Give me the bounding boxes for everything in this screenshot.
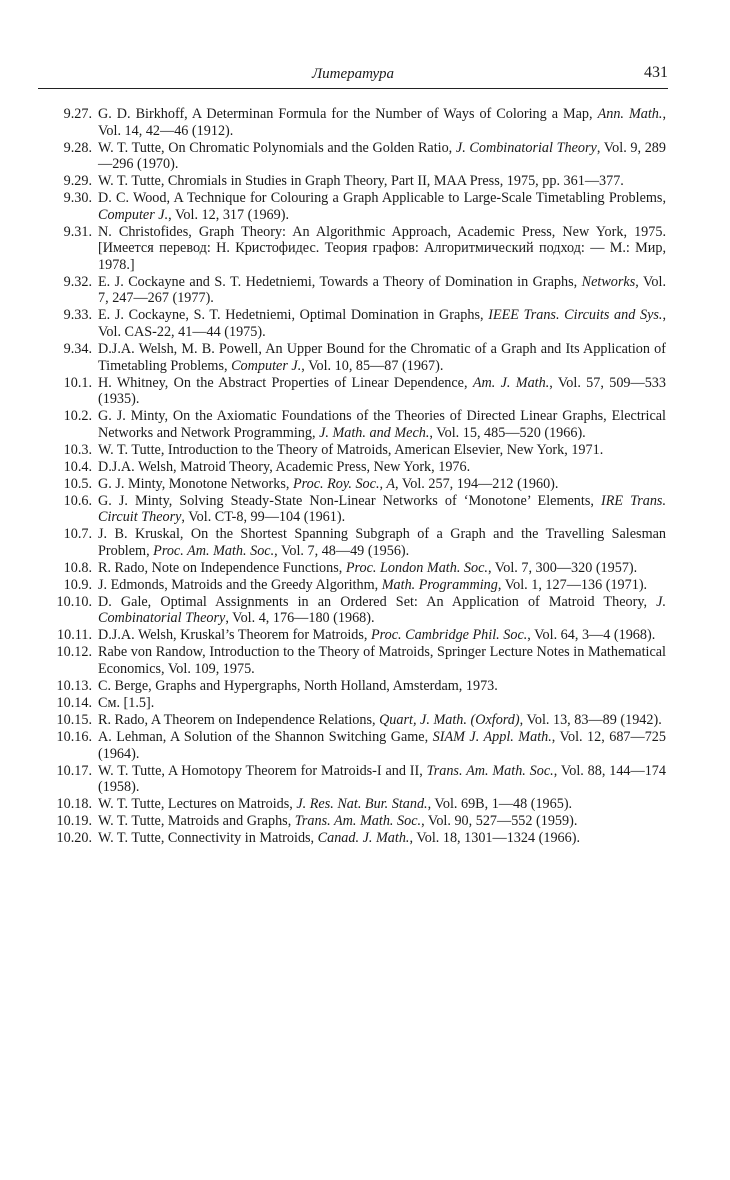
reference-number: 10.4. — [63, 458, 92, 475]
reference-text-segment: , Vol. 69B, 1—48 (1965). — [427, 796, 573, 813]
reference-number: 10.16. — [56, 728, 92, 745]
page-title: Литература — [311, 66, 395, 82]
reference-number: 10.2. — [63, 408, 92, 425]
reference-text-segment: A. Lehman, A Solution of the Shannon Switching Game, — [98, 728, 433, 745]
reference-text-segment: W. T. Tutte, Matroids and Graphs, — [98, 813, 295, 830]
reference-source-title: J. Combinatorial Theory — [98, 593, 666, 627]
reference-text-segment: W. T. Tutte, Connectivity in Matroids, — [98, 830, 318, 847]
reference-entry — [20, 729, 666, 762]
reference-entry — [20, 173, 666, 190]
reference-text — [98, 190, 666, 223]
reference-text — [98, 678, 498, 694]
reference-text-segment: D.J.A. Welsh, Kruskal’s Theorem for Matroids, — [98, 627, 371, 644]
reference-entry — [20, 695, 666, 712]
reference-number: 10.14. — [56, 694, 92, 711]
reference-text-segment: H. Whitney, On the Abstract Properties of Linear Dependence, — [98, 374, 473, 391]
reference-text-segment: , Vol. 12, 317 (1969). — [168, 206, 290, 223]
reference-source-title: J. Res. Nat. Bur. Stand. — [296, 796, 428, 813]
reference-text — [98, 695, 154, 711]
reference-entry — [20, 307, 666, 340]
reference-text — [98, 476, 558, 492]
reference-text-segment: , Vol. 14, 42—46 (1912). — [98, 106, 666, 139]
reference-text-segment: , Vol. 9, 289—296 (1970). — [98, 139, 666, 173]
reference-number: 9.29. — [63, 173, 92, 190]
reference-entry — [20, 375, 666, 408]
reference-number: 10.20. — [56, 830, 92, 847]
reference-text-segment: , Vol. 12, 687—725 (1964). — [98, 728, 666, 762]
reference-text-segment: , Vol. 7, 48—49 (1956). — [274, 542, 410, 559]
reference-text-segment: , Vol. 15, 485—520 (1966). — [429, 424, 586, 441]
reference-number: 9.28. — [63, 139, 92, 156]
reference-entry — [20, 796, 666, 813]
reference-text-segment: , Vol. 18, 1301—1324 (1966). — [409, 830, 581, 847]
reference-entry — [20, 830, 666, 847]
reference-text-segment: , Vol. 4, 176—180 (1968). — [225, 610, 375, 627]
reference-text-segment: D. C. Wood, A Technique for Colouring a Graph Applicable to Large-Scale Timetabling Problems, — [98, 190, 666, 207]
reference-source-title: Computer J. — [231, 357, 302, 374]
reference-number: 9.31. — [63, 223, 92, 240]
reference-source-title: Proc. Cambridge Phil. Soc. — [370, 627, 528, 644]
reference-text-segment: , Vol. 7, 300—320 (1957). — [487, 559, 638, 576]
reference-text-segment: , Vol. 13, 83—89 (1942). — [519, 711, 662, 728]
reference-source-title: Ann. Math. — [597, 106, 663, 122]
reference-source-title: Am. J. Math. — [472, 374, 550, 391]
reference-number: 10.6. — [63, 492, 92, 509]
reference-text — [98, 729, 666, 762]
header-rule — [38, 88, 668, 89]
reference-text-segment: J. B. Kruskal, On the Shortest Spanning Subgraph of a Graph and the Travelling Salesman Problem, — [98, 526, 666, 559]
reference-text — [98, 106, 666, 139]
reference-text-segment: , Vol. 7, 247—267 (1977). — [98, 273, 666, 307]
reference-source-title: Proc. Am. Math. Soc. — [153, 542, 275, 559]
reference-entry — [20, 442, 666, 459]
reference-source-title: SIAM J. Appl. Math. — [432, 728, 552, 745]
reference-entry — [20, 577, 666, 594]
reference-source-title: J. Combinatorial Theory — [455, 139, 597, 156]
reference-number: 10.11. — [57, 627, 92, 644]
reference-number: 10.8. — [63, 559, 92, 576]
reference-source-title: Trans. Am. Math. Soc. — [294, 813, 422, 830]
reference-number: 9.27. — [63, 106, 92, 122]
reference-text-segment: C. Berge, Graphs and Hypergraphs, North Holland, Amsterdam, 1973. — [98, 678, 498, 694]
reference-text-segment: G. J. Minty, On the Axiomatic Foundations of the Theories of Directed Linear Graphs, Electrical Networks and Network Programming, — [98, 408, 666, 441]
reference-text — [98, 627, 655, 643]
reference-text-segment: G. J. Minty, Monotone Networks, — [98, 475, 293, 492]
reference-entry — [20, 813, 666, 830]
reference-entry — [20, 274, 666, 307]
reference-text — [98, 375, 666, 408]
reference-text-segment: , Vol. 257, 194—212 (1960). — [395, 475, 559, 492]
reference-text-segment: Rabe von Randow, Introduction to the Theory of Matroids, Springer Lecture Notes in Mathematical Economics, Vol. 109, 1975. — [98, 644, 666, 678]
reference-text-segment: , Vol. 10, 85—87 (1967). — [301, 357, 444, 374]
reference-text — [98, 442, 603, 458]
reference-number: 10.19. — [56, 813, 92, 830]
reference-text — [98, 644, 666, 677]
reference-number: 10.18. — [56, 796, 92, 813]
reference-text-segment: D.J.A. Welsh, M. B. Powell, An Upper Bound for the Chromatic of a Graph and Its Application of Timetabling Problems, — [98, 341, 666, 374]
reference-list — [20, 106, 666, 847]
reference-text — [98, 493, 666, 526]
reference-entry — [20, 678, 666, 695]
reference-text — [98, 577, 647, 593]
reference-number: 10.10. — [56, 593, 92, 610]
reference-number: 10.13. — [56, 678, 92, 694]
reference-entry — [20, 459, 666, 476]
reference-text-segment: E. J. Cockayne, S. T. Hedetniemi, Optimal Domination in Graphs, — [98, 307, 489, 324]
reference-source-title: IEEE Trans. Circuits and Sys. — [488, 307, 663, 324]
reference-text-segment: W. T. Tutte, On Chromatic Polynomials and the Golden Ratio, — [98, 139, 456, 156]
reference-number: 10.17. — [56, 762, 92, 779]
reference-text-segment: R. Rado, A Theorem on Independence Relations, — [98, 711, 380, 728]
reference-entry — [20, 476, 666, 493]
reference-entry — [20, 526, 666, 559]
reference-source-title: J. Math. and Mech. — [319, 424, 430, 441]
reference-text — [98, 408, 666, 441]
reference-number: 10.1. — [63, 374, 92, 391]
reference-entry — [20, 644, 666, 677]
reference-source-title: Proc. Roy. Soc., A — [292, 475, 396, 492]
reference-number: 9.33. — [63, 307, 92, 324]
reference-text — [98, 830, 580, 846]
reference-number: 9.30. — [63, 190, 92, 207]
reference-number: 10.5. — [63, 475, 92, 492]
reference-text — [98, 341, 666, 374]
reference-text — [98, 173, 624, 189]
reference-entry — [20, 140, 666, 173]
reference-source-title: Proc. London Math. Soc. — [345, 559, 488, 576]
reference-text-segment: D. Gale, Optimal Assignments in an Ordered Set: An Application of Matroid Theory, — [98, 593, 657, 610]
page-header — [38, 64, 668, 86]
reference-text-segment: D.J.A. Welsh, Matroid Theory, Academic Press, New York, 1976. — [98, 458, 471, 475]
reference-text-segment: , Vol. CAS-22, 41—44 (1975). — [98, 307, 667, 341]
reference-entry — [20, 712, 666, 729]
reference-entry — [20, 763, 666, 796]
reference-source-title: Computer J. — [98, 206, 169, 223]
reference-source-title: Canad. J. Math. — [317, 830, 410, 847]
reference-source-title: Networks — [581, 273, 636, 290]
reference-text-segment: , Vol. 57, 509—533 (1935). — [98, 374, 666, 408]
reference-entry — [20, 594, 666, 627]
reference-text-segment: W. T. Tutte, Lectures on Matroids, — [98, 796, 297, 813]
reference-entry — [20, 190, 666, 223]
reference-number: 10.15. — [56, 711, 92, 728]
reference-number: 10.3. — [63, 441, 92, 458]
reference-text-segment: W. T. Tutte, Introduction to the Theory of Matroids, American Elsevier, New York, 1971. — [98, 441, 604, 458]
reference-text — [98, 459, 470, 475]
reference-source-title: Trans. Am. Math. Soc. — [426, 762, 554, 779]
reference-entry — [20, 493, 666, 526]
reference-source-title: Quart, J. Math. (Oxford) — [379, 711, 520, 728]
reference-text-segment: , Vol. 88, 144—174 (1958). — [98, 762, 666, 796]
reference-text-segment: G. D. Birkhoff, A Determinan Formula for the Number of Ways of Coloring a Map, — [98, 106, 598, 122]
reference-text — [98, 712, 662, 728]
reference-text — [98, 763, 666, 796]
reference-number: 9.34. — [63, 341, 92, 358]
reference-text-segment: N. Christofides, Graph Theory: An Algorithmic Approach, Academic Press, New York, 1975. [Имеется перевод: Н. Кристофидес. Теория графов: Алгоритмический подход: — М.: Мир, 1978.] — [98, 223, 666, 273]
reference-entry — [20, 224, 666, 274]
reference-text-segment: W. T. Tutte, Chromials in Studies in Graph Theory, Part II, MAA Press, 1975, pp. 361—377. — [98, 173, 624, 190]
reference-entry — [20, 408, 666, 441]
reference-text — [98, 140, 666, 173]
reference-number: 10.12. — [56, 644, 92, 661]
reference-text — [98, 560, 637, 576]
reference-text-segment: W. T. Tutte, A Homotopy Theorem for Matroids-I and II, — [98, 762, 427, 779]
reference-text-segment: J. Edmonds, Matroids and the Greedy Algorithm, — [98, 576, 382, 593]
reference-entry — [20, 627, 666, 644]
reference-text — [98, 307, 666, 340]
reference-entry — [20, 341, 666, 374]
reference-text-segment: , Vol. CT-8, 99—104 (1961). — [181, 509, 346, 526]
reference-number: 9.32. — [63, 273, 92, 290]
reference-text-segment: , Vol. 64, 3—4 (1968). — [527, 627, 656, 644]
reference-text — [98, 594, 666, 627]
reference-text — [98, 224, 666, 273]
reference-entry — [20, 560, 666, 577]
reference-text — [98, 274, 666, 307]
reference-source-title: Math. Programming — [381, 576, 498, 593]
reference-text-segment: , Vol. 1, 127—136 (1971). — [497, 576, 648, 593]
reference-number: 10.9. — [63, 576, 92, 593]
page-number: 431 — [644, 64, 668, 81]
reference-text-segment: R. Rado, Note on Independence Functions, — [98, 559, 346, 576]
reference-text-segment: G. J. Minty, Solving Steady-State Non-Linear Networks of ‘Monotone’ Elements, — [98, 492, 601, 509]
reference-text — [98, 796, 572, 812]
reference-entry — [20, 106, 666, 139]
reference-number: 10.7. — [63, 526, 92, 543]
reference-text — [98, 813, 577, 829]
reference-text-segment: , Vol. 90, 527—552 (1959). — [421, 813, 578, 830]
reference-text — [98, 526, 666, 559]
reference-text-segment: E. J. Cockayne and S. T. Hedetniemi, Towards a Theory of Domination in Graphs, — [98, 273, 582, 290]
reference-text-segment: См. [1.5]. — [98, 694, 155, 711]
reference-source-title: IRE Trans. Circuit Theory — [98, 492, 666, 526]
